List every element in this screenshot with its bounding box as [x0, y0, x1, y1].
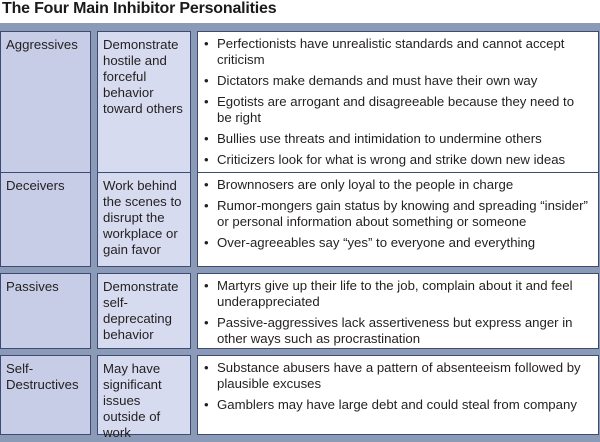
list-item	[204, 177, 592, 193]
bullet-icon: •	[204, 198, 209, 213]
list-item-text: Martyrs give up their life to the job, complain about it and feel underappreciated	[217, 278, 573, 309]
personality-type-cell	[0, 273, 91, 349]
list-item-text: Brownnosers are only loyal to the people in charge	[217, 177, 514, 192]
personality-examples-cell	[197, 273, 599, 349]
list-item	[204, 36, 592, 68]
personalities-table	[0, 23, 600, 442]
bullet-icon: •	[204, 177, 209, 192]
list-item	[204, 397, 592, 413]
personality-description-cell	[97, 273, 191, 349]
list-item	[204, 315, 592, 347]
bullet-icon: •	[204, 73, 209, 88]
list-item-text: Rumor-mongers gain status by knowing and spreading “insider” or personal information about something or someone	[217, 198, 588, 229]
personality-type-cell	[0, 31, 91, 188]
list-item-text: Over-agreeables say “yes” to everyone and everything	[217, 235, 536, 250]
page-title: The Four Main Inhibitor Personalities	[2, 0, 277, 17]
bullet-icon: •	[204, 278, 209, 293]
list-item	[204, 235, 592, 251]
bullet-icon: •	[204, 94, 209, 109]
list-item-text: Perfectionists have unrealistic standards and cannot accept criticism	[217, 36, 565, 67]
personality-description: Work behind the scenes to disrupt the workplace or gain favor	[103, 178, 182, 257]
personality-examples-cell	[197, 355, 599, 435]
personality-type-cell	[0, 172, 91, 267]
list-item-text: Bullies use threats and intimidation to undermine others	[217, 131, 542, 146]
examples-list	[204, 360, 592, 413]
personality-description-cell	[97, 31, 191, 188]
list-item-text: Criticizers look for what is wrong and strike down new ideas	[217, 152, 566, 167]
list-item-text: Substance abusers have a pattern of absenteeism followed by plausible excuses	[217, 360, 581, 391]
list-item	[204, 94, 592, 126]
bullet-icon: •	[204, 315, 209, 330]
list-item-text: Passive-aggressives lack assertiveness but express anger in other ways such as procrastination	[217, 315, 573, 346]
personality-type-label: Self-Destructives	[6, 361, 79, 392]
list-item-text: Egotists are arrogant and disagreeable because they need to be right	[217, 94, 575, 125]
personality-description: Demonstrate self-deprecating behavior	[103, 279, 179, 342]
list-item-text: Gamblers may have large debt and could steal from company	[217, 397, 577, 412]
list-item	[204, 152, 592, 168]
personality-description: Demonstrate hostile and forceful behavior toward others	[103, 37, 183, 116]
personality-description: May have significant issues outside of work	[103, 361, 162, 440]
bullet-icon: •	[204, 360, 209, 375]
personality-description-cell	[97, 355, 191, 440]
list-item	[204, 198, 592, 230]
personality-examples-cell	[197, 31, 599, 188]
bullet-icon: •	[204, 152, 209, 167]
list-item	[204, 73, 592, 89]
examples-list	[204, 177, 592, 251]
bullet-icon: •	[204, 36, 209, 51]
list-item	[204, 278, 592, 310]
personality-description-cell	[97, 172, 191, 267]
list-item	[204, 360, 592, 392]
list-item-text: Dictators make demands and must have their own way	[217, 73, 538, 88]
personality-type-label: Deceivers	[6, 178, 65, 193]
examples-list	[204, 278, 592, 347]
bullet-icon: •	[204, 397, 209, 412]
list-item	[204, 131, 592, 147]
personality-type-label: Aggressives	[6, 37, 78, 52]
bullet-icon: •	[204, 235, 209, 250]
bullet-icon: •	[204, 131, 209, 146]
examples-list	[204, 36, 592, 168]
personality-examples-cell	[197, 172, 599, 267]
personality-type-cell	[0, 355, 91, 435]
personality-type-label: Passives	[6, 279, 59, 294]
